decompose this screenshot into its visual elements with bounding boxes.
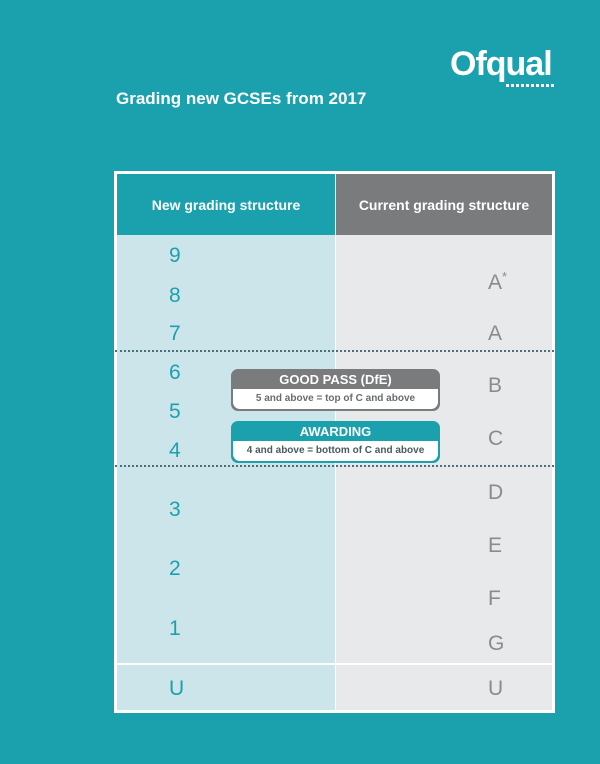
good-pass-label: GOOD PASS (DfE) [279, 372, 392, 387]
a-star-letter: A [488, 271, 503, 294]
new-grade-1: 1 [169, 617, 181, 640]
new-grade-u: U [169, 677, 185, 700]
new-grade-8: 8 [169, 284, 181, 307]
current-grade-d: D [488, 481, 504, 504]
a-star-mark: * [502, 269, 508, 284]
good-pass-description: 5 and above = top of C and above [233, 389, 438, 409]
divider-grade-7-6 [115, 350, 554, 352]
current-grade-g: G [488, 632, 505, 655]
awarding-description: 4 and above = bottom of C and above [233, 441, 438, 461]
current-grade-b: B [488, 374, 503, 397]
logo-text: Ofqual [450, 45, 552, 83]
logo-dots [506, 84, 556, 87]
divider-u-row [115, 663, 554, 665]
divider-grade-4-3 [115, 465, 554, 467]
new-grade-2: 2 [169, 557, 181, 580]
awarding-badge [231, 421, 440, 463]
good-pass-badge [231, 369, 440, 411]
new-grade-4: 4 [169, 439, 181, 462]
current-grade-e: E [488, 534, 503, 557]
page-title: Grading new GCSEs from 2017 [116, 89, 367, 108]
current-grade-a: A [488, 322, 503, 345]
new-grade-3: 3 [169, 498, 181, 521]
new-grade-9: 9 [169, 244, 181, 267]
new-grade-5: 5 [169, 400, 181, 423]
current-grade-u: U [488, 677, 504, 700]
awarding-label: AWARDING [299, 424, 372, 439]
ofqual-logo [450, 46, 558, 82]
current-grading-header: Current grading structure [336, 174, 552, 235]
new-grading-header: New grading structure [117, 174, 335, 235]
current-grade-f: F [488, 587, 501, 610]
grading-table [114, 171, 555, 713]
current-grade-a-star [488, 269, 507, 295]
new-grade-6: 6 [169, 361, 181, 384]
new-grade-7: 7 [169, 322, 181, 345]
current-grade-c: C [488, 427, 504, 450]
